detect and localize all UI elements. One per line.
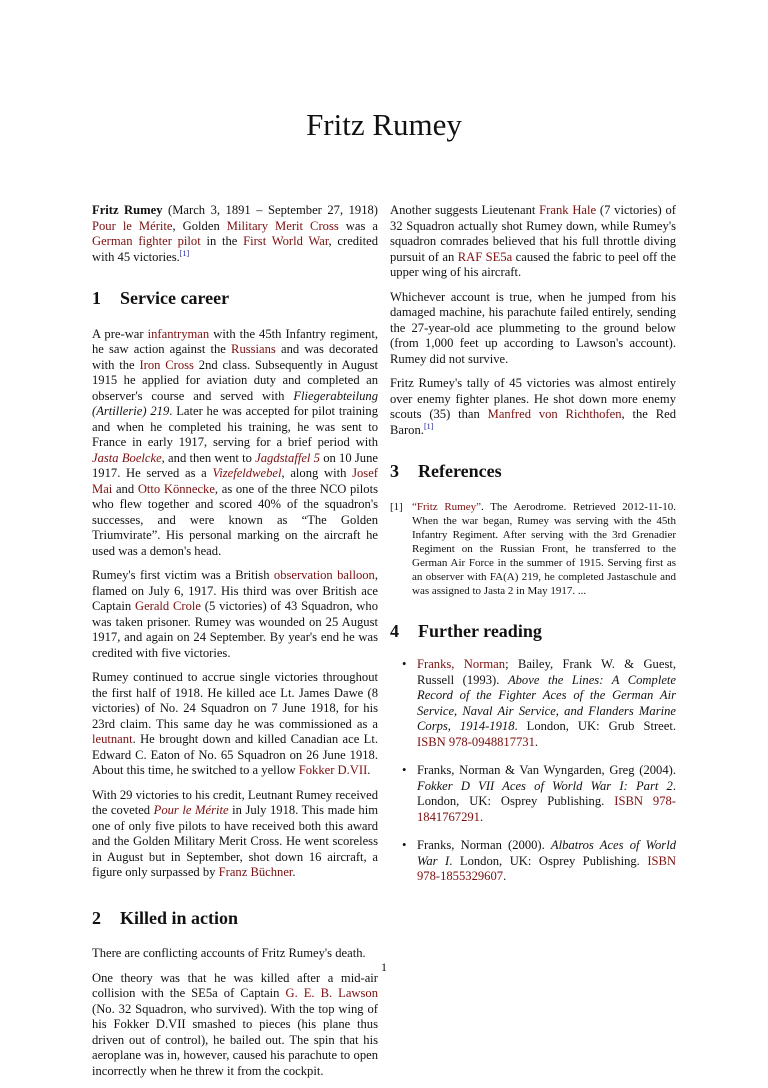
unit-name: Fliegerabteilung (Artillerie) 219: [92, 388, 378, 418]
intro-text: (March 3, 1891 – September 27, 1918): [162, 203, 378, 217]
reading-item: [390, 838, 676, 885]
section-title: Further reading: [418, 620, 542, 641]
link-russians[interactable]: Russians: [231, 342, 276, 356]
references-list: [390, 500, 676, 598]
isbn-link[interactable]: ISBN 978-1855329607: [417, 853, 677, 883]
publisher-text: . London, UK: Grub Street.: [514, 719, 676, 733]
reading-item: [390, 657, 676, 750]
reference-link[interactable]: “Fritz Rumey”: [412, 500, 481, 513]
intro-text: , credited with 45 victories.: [92, 234, 378, 264]
text: Rumey's first victim was a British: [92, 568, 274, 582]
author-link[interactable]: Franks, Norman: [417, 657, 506, 671]
page-number: 1: [381, 960, 387, 974]
text: with the 45th Infantry regiment, he saw action against the: [92, 326, 378, 356]
text: Fritz Rumey's tally of 45 victories was almost entirely over enemy fighter planes. He shot down more enemy scouts (35) than: [390, 376, 676, 421]
link-fokker-dvii[interactable]: Fokker D.VII: [298, 763, 368, 777]
service-paragraph-4: [92, 788, 378, 881]
link-raf-se5a[interactable]: RAF SE5a: [457, 249, 513, 264]
killed-paragraph-1: There are conflicting accounts of Fritz Rumey's death.: [92, 946, 366, 960]
link-jasta-boelcke[interactable]: Jasta Boelcke: [92, 450, 162, 465]
reference-item: [390, 500, 676, 598]
text: 2nd class. Subsequently in August 1915 he applied for aviation duty and completed an observer's course and served with: [92, 357, 378, 403]
link-first-world-war[interactable]: First World War: [243, 234, 329, 248]
text: , and then went to: [161, 450, 256, 465]
link-infantryman[interactable]: infantryman: [147, 326, 210, 341]
publisher-text: . London, UK: Osprey Publishing.: [417, 778, 676, 808]
text: . Later he was accepted for pilot training and when he completed his training, he was sent to France in early 1917, serving for a brief period with: [92, 404, 378, 449]
link-military-merit-cross[interactable]: Military Merit Cross: [226, 218, 339, 233]
left-column: [92, 203, 378, 1088]
text: A pre-war: [92, 326, 148, 341]
section-heading-service-career: [92, 288, 378, 308]
killed-paragraph-2: [92, 971, 378, 1080]
link-pour-le-merite-2[interactable]: Pour le Mérite: [153, 803, 229, 817]
reading-text: ; Bailey, Frank W. & Guest, Russell (1993).: [417, 657, 676, 687]
link-manfred-von-richthofen[interactable]: Manfred von Richthofen: [487, 407, 622, 421]
text: (5 victories) of 43 Squadron, who was taken prisoner. Rumey was wounded on 25 August 1917, and again on 24 September. By year's end he was credited with five victories.: [92, 599, 378, 660]
text: One theory was that he was killed after a mid-air collision with the SE5a of Captain: [92, 970, 378, 1000]
section-number: 2: [92, 907, 101, 928]
text: (No. 32 Squadron, who survived). With the top wing of his Fokker D.VII smashed to pieces (his plane thus driven out of control), he bailed out. The spin that his aeroplane was in, however, caused his parachute to open incorrectly when he threw it from the cockpit.: [92, 1001, 378, 1078]
intro-paragraph: [92, 203, 378, 265]
text: , the Red Baron.: [390, 407, 676, 437]
service-paragraph-3: [92, 670, 378, 779]
text: Another suggests Lieutenant: [390, 203, 540, 217]
link-vizefeldwebel[interactable]: Vizefeldwebel: [212, 466, 282, 480]
section-heading-killed-in-action: [92, 907, 378, 928]
further-reading-list: [390, 657, 676, 885]
isbn-link[interactable]: ISBN 978-0948817731: [417, 734, 535, 749]
reference-text: [412, 500, 676, 598]
link-german[interactable]: German: [92, 234, 133, 248]
link-fighter-pilot[interactable]: fighter pilot: [138, 234, 201, 248]
reading-item: [390, 763, 676, 825]
section-number: 3: [390, 461, 399, 481]
text: and was decorated with the: [92, 342, 378, 372]
isbn-link[interactable]: ISBN 978-1841767291: [417, 794, 677, 824]
text: . He brought down and killed Canadian ace Lt. Edward C. Eaton of No. 65 Squadron on 26 June 1918. About this time, he switched to a yellow: [92, 732, 378, 777]
bullet-icon: •: [402, 657, 407, 671]
link-frank-hale[interactable]: Frank Hale: [539, 203, 597, 217]
section-number: 4: [390, 620, 399, 641]
link-gerald-crole[interactable]: Gerald Crole: [134, 599, 202, 613]
text: , along with: [281, 466, 353, 480]
service-paragraph-1: [92, 327, 378, 560]
reference-description: . The Aerodrome. Retrieved 2012-11-10. When the war began, Rumey was serving with the 45th Infantry Regiment. After serving with the 3rd Grenadier Regiment on the Russian Front, he transferred to the German Air Force in the summer of 1915. Serving first as an observer with FA(A) 219, he completed Jastaschule and was assigned to Jasta 2 in May 1917. ...: [412, 500, 676, 597]
book-title: Fokker D VII Aces of World War I: Part 2: [417, 778, 673, 793]
publisher-text: . London, UK: Osprey Publishing.: [449, 853, 648, 868]
intro-text: in the: [200, 234, 244, 248]
section-heading-references: [390, 461, 676, 481]
right-column: [390, 203, 676, 898]
link-otto-koennecke[interactable]: Otto Könnecke: [137, 481, 215, 496]
killed-paragraph-5: [390, 376, 676, 438]
reading-text-end: .: [534, 734, 539, 749]
link-pour-le-merite[interactable]: Pour le Mérite: [92, 218, 173, 233]
section-number: 1: [92, 288, 101, 308]
subject-name: Fritz Rumey: [92, 203, 163, 217]
killed-paragraph-4: Whichever account is true, when he jumped from his damaged machine, his parachute failed entirely, sending the 27-year-old ace plummeting to the ground below (from 1,000 feet up according to Lawson's account). Rumey did not survive.: [390, 289, 676, 366]
text: on 10 June 1917. He served as a: [92, 450, 378, 480]
text: .: [367, 763, 371, 777]
service-paragraph-2: [92, 568, 378, 661]
intro-text: was a: [338, 218, 378, 233]
text: in July 1918. This made him one of only five pilots to have received both this award and the Golden Military Merit Cross. He went scoreless in August but in September, shot down 16 aircraft, a figure only surpassed by: [92, 803, 378, 879]
reading-text-end: .: [503, 869, 507, 883]
intro-text: , Golden: [172, 218, 227, 233]
text: With 29 victories to his credit, Leutnant Rumey received the coveted: [92, 787, 378, 817]
link-geb-lawson[interactable]: G. E. B. Lawson: [285, 986, 379, 1000]
reference-number: [1]: [390, 500, 403, 513]
bullet-icon: •: [402, 763, 407, 777]
section-title: References: [418, 461, 502, 481]
book-title: Above the Lines: A Complete Record of the Fighter Aces of the German Air Service, Naval Air Service, and Flanders Marine Corps, 1914-1918: [417, 672, 677, 733]
text: caused the fabric to peel off the upper wing of his aircraft.: [390, 249, 676, 279]
text: Rumey continued to accrue single victories throughout the first half of 1918. He killed ace Lt. James Dawe (8 victories) of No. 24 Squadron on 7 June 1918, for his 23rd claim. This same day he was commissioned as a: [92, 670, 378, 731]
link-franz-buechner[interactable]: Franz Büchner: [218, 865, 293, 879]
text: , as one of the three NCO pilots who flew together and scored 40% of the squadron's successes, and were known as “The Golden Triumvirate”. His personal marking on the aircraft he used was a demon's head.: [92, 481, 378, 558]
reading-text: Franks, Norman (2000).: [417, 838, 551, 852]
citation-1[interactable]: [1]: [179, 248, 190, 258]
text: .: [292, 865, 296, 879]
reading-text: Franks, Norman & Van Wyngarden, Greg (2004).: [417, 763, 676, 777]
link-iron-cross[interactable]: Iron Cross: [139, 357, 194, 372]
section-title: Service career: [120, 288, 230, 308]
text: , flamed on July 6, 1917. His third was over British ace Captain: [92, 568, 378, 613]
link-josef-mai[interactable]: Josef Mai: [92, 466, 378, 496]
link-observation-balloon[interactable]: observation balloon: [273, 568, 375, 582]
book-title: Albatros Aces of World War I: [417, 838, 676, 868]
text: and: [112, 481, 138, 496]
killed-paragraph-3: [390, 203, 676, 281]
page-title: Fritz Rumey: [306, 107, 462, 142]
text: (7 victories) of 32 Squadron actually shot Rumey down, while Rumey's squadron comrades believed that his full throttle diving pursuit of an: [390, 203, 676, 264]
reading-text-end: .: [479, 809, 484, 824]
link-leutnant[interactable]: leutnant: [92, 732, 133, 746]
section-title: Killed in action: [120, 907, 239, 928]
bullet-icon: •: [402, 838, 407, 852]
link-jagdstaffel-5[interactable]: Jagdstaffel 5: [255, 450, 320, 465]
citation-1[interactable]: [1]: [423, 421, 434, 431]
section-heading-further-reading: [390, 620, 676, 641]
